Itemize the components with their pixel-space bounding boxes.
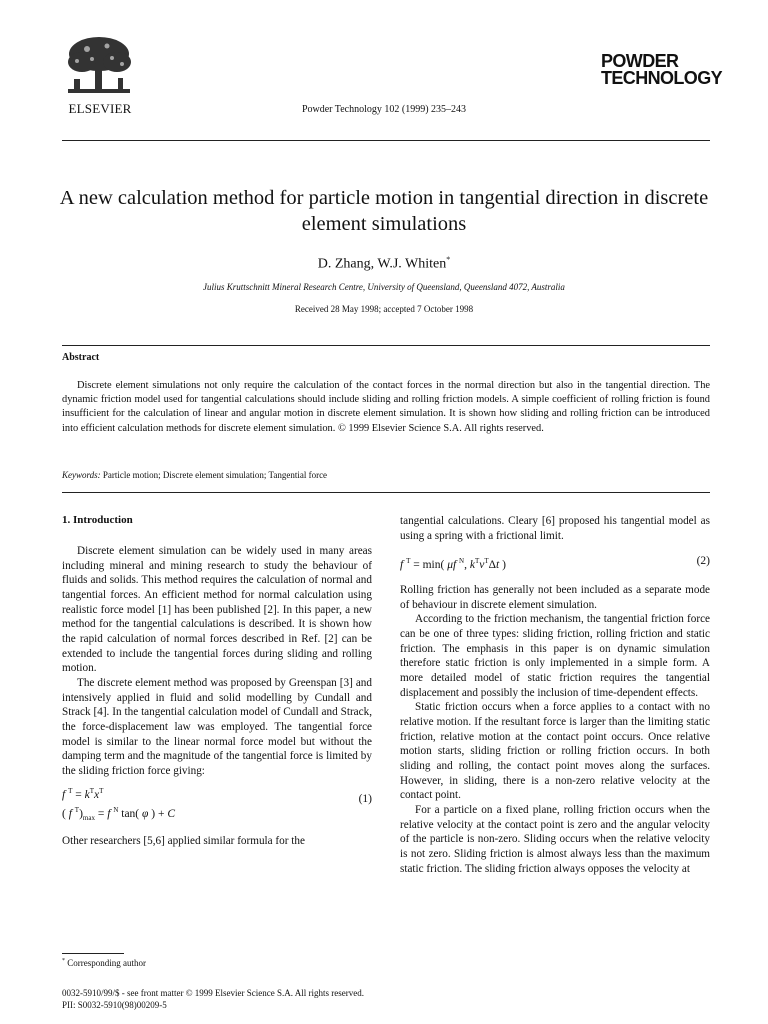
keywords-label: Keywords: (62, 470, 101, 480)
paragraph: Static friction occurs when a force applies to a contact with no relative motion. If the resultant force is larger than the limiting static friction, relative motion at the contact point occurs. Once relative motion starts, sliding friction or rolling friction occurs. In both sliding and rolling, the contact point moves along the surfaces. However, in sliding, there is a non-zero relative velocity at the contact point. (400, 701, 710, 802)
equation-1 (62, 783, 372, 827)
journal-logo (601, 53, 722, 87)
copyright-block (62, 987, 364, 1011)
pii-line: PII: S0032-5910(98)00209-5 (62, 1000, 167, 1010)
paragraph: According to the friction mechanism, the tangential friction force can be one of three types: sliding friction, rolling friction and static friction. The emphasis in this paper is on dynamic simulation therefore static friction is only implemented in a simple form. A more detailed model of static friction requires the tangential displacement and possibly the inclusion of time-dependent effects. (400, 613, 710, 699)
authors-line (0, 255, 768, 273)
affiliation: Julius Kruttschnitt Mineral Research Centre, University of Queensland, Queensland 4072, Australia (203, 282, 565, 292)
paragraph: The discrete element method was proposed by Greenspan [3] and intensively applied in fluid and solid modelling by Cundall and Strack [4]. In the tangential calculation model of Cundall and Strack, the force-displacement law was employed. The tangential force model is similar to the linear normal force model but without the damping term and the magnitude of the tangential force is limited by the sliding friction force giving: (62, 676, 372, 777)
paragraph: For a particle on a fixed plane, rolling friction occurs when the relative velocity at the contact point is zero and the angular velocity of the particle is non-zero. Sliding occurs when the relative velocity is not zero. Sliding friction is almost always less than the maximum static friction. The sliding friction always opposes the velocity at (400, 803, 710, 875)
corresponding-author-mark: * (446, 255, 451, 264)
publisher-name: ELSEVIER (68, 101, 132, 116)
footnote-mark: * (62, 958, 65, 964)
authors: D. Zhang, W.J. Whiten (317, 256, 447, 272)
equation-1-line2: ( f $^T)_{max} = f$ $^N$ tan( φ ) + C (62, 806, 176, 823)
keywords-divider (62, 492, 710, 493)
equation-2-expression: f $^T$ = min( μf $^N$, $k^Tv^T\Delta t$ ) (400, 557, 506, 572)
equation-2 (400, 553, 710, 573)
left-column (62, 544, 372, 849)
elsevier-tree-logo (62, 34, 136, 98)
abstract-top-divider (62, 345, 710, 346)
paper-title: A new calculation method for particle motion in tangential direction in discrete element simulations (59, 187, 709, 235)
issn-line: 0032-5910/99/$ - see front matter © 1999 Elsevier Science S.A. All rights reserved. (62, 988, 365, 998)
paragraph: Rolling friction has generally not been included as a separate mode of behaviour in discrete element simulation. (400, 584, 710, 611)
footnote (62, 958, 146, 968)
keywords: Particle motion; Discrete element simulation; Tangential force (102, 470, 328, 480)
journal-reference: Powder Technology 102 (1999) 235–243 (301, 104, 467, 115)
journal-logo-line1: POWDER (601, 51, 679, 71)
right-column (400, 514, 710, 876)
section-heading: 1. Introduction (62, 514, 133, 526)
footnote-text: Corresponding author (67, 958, 146, 968)
paragraph: tangential calculations. Cleary [6] proposed his tangential model as using a spring with a frictional limit. (400, 515, 710, 542)
abstract-heading: Abstract (62, 352, 100, 363)
paragraph: Other researchers [5,6] applied similar formula for the (62, 835, 305, 848)
journal-logo-line2: TECHNOLOGY (601, 68, 723, 88)
footnote-divider (62, 953, 124, 954)
equation-1-number: (1) (358, 792, 372, 805)
header-divider (62, 140, 710, 141)
equation-1-line1: f $^T = k^Tx^T$ (62, 786, 104, 801)
paragraph: Discrete element simulation can be widely used in many areas including mineral and mining research to study the behaviour of fluids and solids. This method requires the calculation of normal and tangential forces. An efficient method for normal calculation using realistic force model [1] has been published [2]. In this paper, a new method for the tangential calculations is described. It is shown how the rapid calculation of normal forces described in Ref. [2] can be extended to include the tangential forces during sliding and rolling motion. (62, 545, 372, 675)
abstract-body: Discrete element simulations not only require the calculation of the contact forces in the normal direction but also in the tangential direction. The dynamic friction model used for tangential calculations should include sliding and rolling friction models. A simple coefficient of rolling friction is found insufficient for the calculation of linear and angular motion in discrete element simulation. It is shown how sliding and rolling friction can be introduced into efficient calculation methods for discrete element simulation. © 1999 Elsevier Science S.A. All rights reserved. (62, 380, 710, 434)
received-dates: Received 28 May 1998; accepted 7 October 1998 (294, 304, 474, 314)
keywords-line (62, 470, 327, 480)
equation-2-number: (2) (696, 555, 710, 568)
